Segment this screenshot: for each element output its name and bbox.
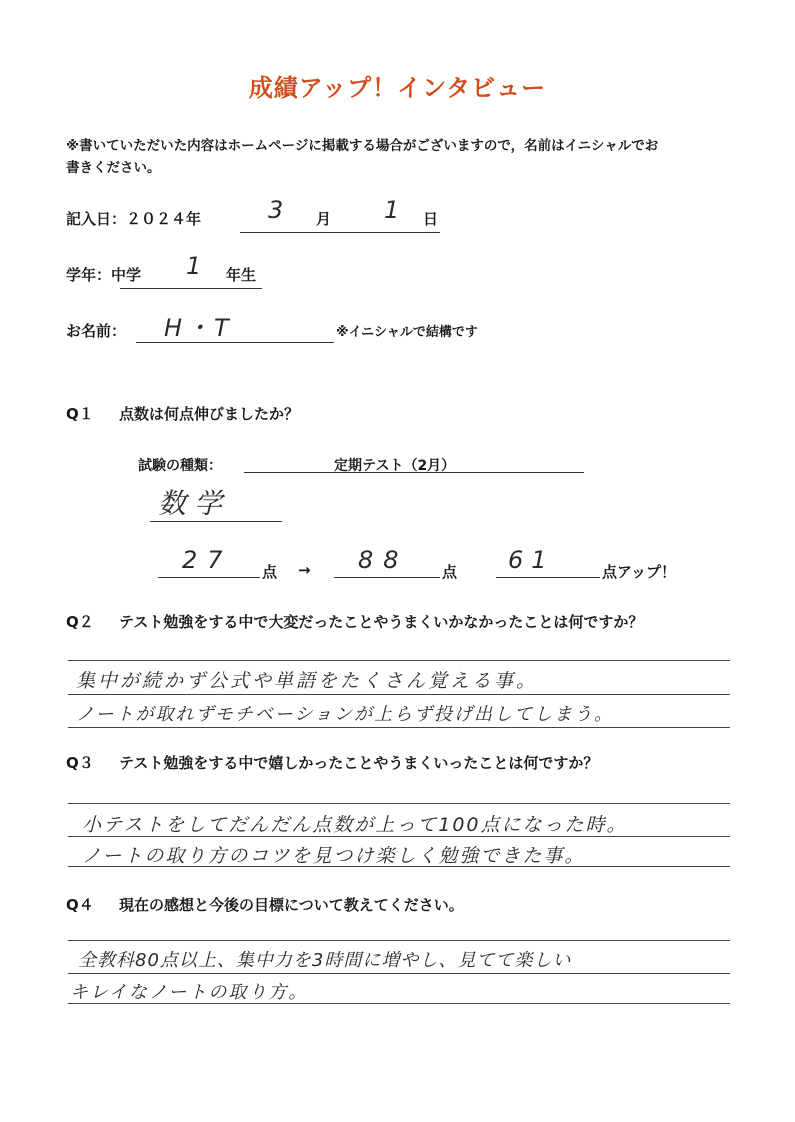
entry-day-label: 日 <box>423 210 439 228</box>
q2-question: テスト勉強をする中で大変だったことやうまくいかなかったことは何ですか？ <box>119 613 644 631</box>
q4-label: Q４ <box>66 896 94 914</box>
q3-answer-line-2: ノートの取り方のコツを見つけ楽しく勉強できた事。 <box>82 845 586 867</box>
exam-type-value: 定期テスト（2月） <box>334 458 456 474</box>
q3-label: Q３ <box>66 754 94 772</box>
after-score-value: 88 <box>358 546 409 574</box>
q3-answer-line-1: 小テストをしてだんだん点数が上って100点になった時。 <box>82 814 628 836</box>
privacy-note-line-1: ※書いていただいた内容はホームページに掲載する場合がございますので，名前はイニシャルでお <box>66 138 659 154</box>
q1-label: Q１ <box>66 405 94 423</box>
before-score-underline <box>158 577 260 578</box>
q4-answer-rule-1 <box>68 940 730 941</box>
subject-underline <box>150 521 282 522</box>
increase-unit: 点アップ！ <box>602 563 676 581</box>
q2-label: Q２ <box>66 613 94 631</box>
entry-date-underline <box>240 232 440 233</box>
q4-answer-line-1: 全教科80点以上、集中力を3時間に増やし、見てて楽しい <box>78 950 572 971</box>
q2-answer-rule-3 <box>68 727 730 728</box>
increase-value: 61 <box>508 546 555 574</box>
q1-question: 点数は何点伸びましたか？ <box>119 405 300 423</box>
entry-month-value: 3 <box>268 196 284 224</box>
q2-answer-line-1: 集中が続かず公式や単語をたくさん覚える事。 <box>76 670 539 692</box>
grade-value: 1 <box>186 252 202 280</box>
arrow-icon: → <box>298 561 311 579</box>
grade-suffix: 年生 <box>226 266 257 284</box>
q4-answer-line-2: キレイなノートの取り方。 <box>70 982 309 1003</box>
q3-answer-rule-1 <box>68 803 730 804</box>
privacy-note-line-2: 書きください。 <box>66 160 161 176</box>
before-score-unit: 点 <box>262 563 278 581</box>
q4-answer-rule-2 <box>68 973 730 974</box>
entry-date-label: 記入日：２０２４年 <box>66 210 202 228</box>
entry-day-value: 1 <box>384 196 400 224</box>
after-score-unit: 点 <box>442 563 458 581</box>
after-score-underline <box>334 577 440 578</box>
q2-answer-rule-2 <box>68 694 730 695</box>
name-label: お名前： <box>66 322 127 340</box>
q3-question: テスト勉強をする中で嬉しかったことやうまくいったことは何ですか？ <box>119 754 599 772</box>
privacy-note <box>66 135 736 179</box>
page-title: 成績アップ！インタビュー <box>248 74 547 102</box>
name-note: ※イニシャルで結構です <box>336 325 478 340</box>
exam-type-label: 試験の種類： <box>138 458 222 474</box>
increase-underline <box>496 577 600 578</box>
q2-answer-line-2: ノートが取れずモチベーションが上らず投げ出してしまう。 <box>76 704 615 725</box>
name-value: H・T <box>164 314 233 342</box>
grade-label: 学年：中学 <box>66 266 142 284</box>
entry-month-label: 月 <box>316 210 332 228</box>
before-score-value: 27 <box>182 546 233 574</box>
q4-question: 現在の感想と今後の目標について教えてください。 <box>119 896 464 914</box>
q2-answer-rule-1 <box>68 660 730 661</box>
grade-underline <box>120 288 262 289</box>
subject-value: 数学 <box>158 487 231 520</box>
